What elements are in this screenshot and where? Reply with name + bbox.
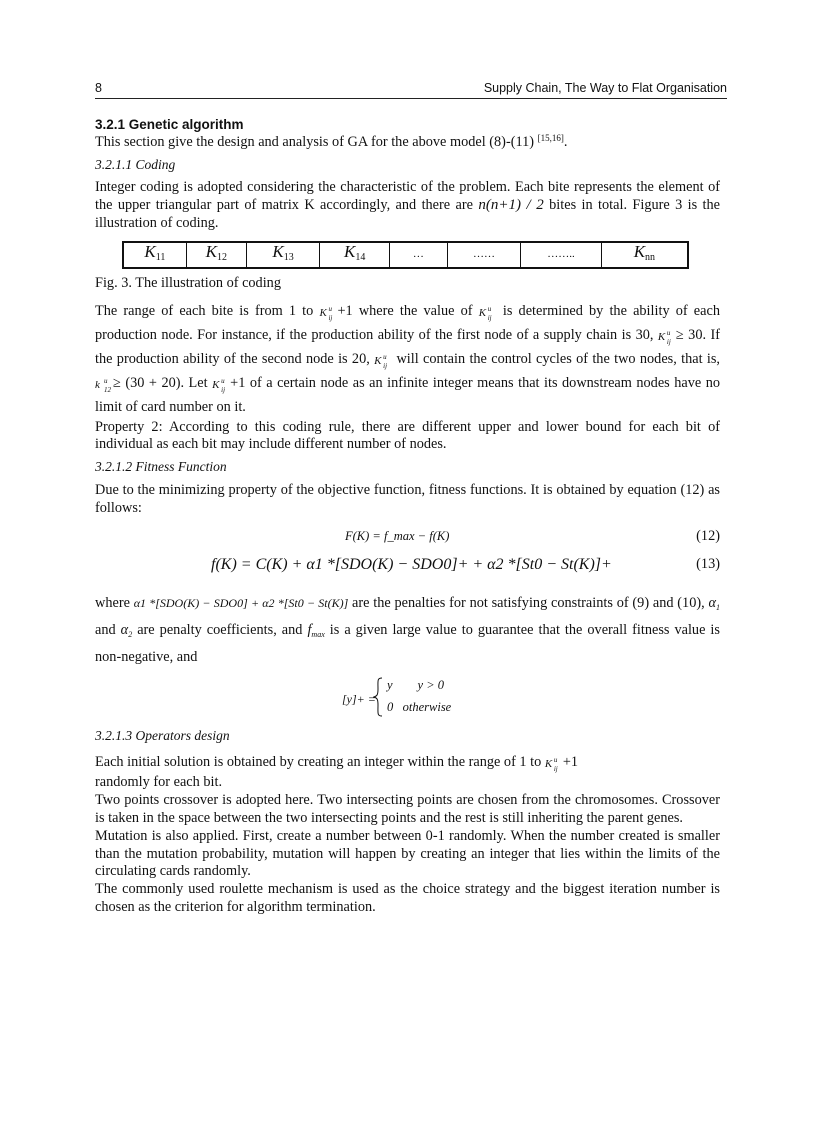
bits-formula: n(n+1) / 2 (478, 197, 544, 214)
penalty-paragraph: where α1 *[SDO(K) − SDO0] + α2 *[St0 − St(K)] are the penalties for not satisfying constraints of (9) and (10), $\alpha_1$ and $\alpha_2$ are penalty coefficients, and $f_{max}$ is a given large value to guarantee that the overall fitness value is non-negative, and (95, 594, 720, 665)
equation-12-number: (12) (696, 527, 720, 544)
k-ij-u-symbol: K u ij (657, 328, 671, 346)
coding-cell: $K_{13}$ (246, 242, 320, 268)
k-ij-u-symbol: K u ij (212, 376, 226, 394)
left-brace-icon (373, 677, 383, 717)
equation-13 (95, 552, 720, 588)
property-paragraph: Property 2: According to this coding rule, there are different upper and lower bound for each bit of individual as each bit may include different number of nodes. (95, 418, 720, 453)
k-ij-u-symbol: K u ij (544, 756, 558, 774)
page-body (95, 116, 720, 917)
page-number: 8 (95, 81, 102, 95)
equation-12 (95, 524, 720, 552)
coding-cell: … (389, 242, 447, 268)
coding-cell: …… (447, 242, 521, 268)
mutation-paragraph: Mutation is also applied. First, create a number between 0-1 randomly. When the number created is smaller than the mutation probability, mutation will happen by creating an integer that lies within the limits of the circulating cards randomly. (95, 827, 720, 880)
f-max-symbol: $f_{max}$ (307, 621, 325, 639)
crossover-paragraph: Two points crossover is adopted here. Two intersecting points are chosen from the chromosomes. Crossover is taken in the space between the two intersecting points and the rest is still inheriting the parent genes. (95, 792, 720, 826)
coding-illustration-table (122, 241, 689, 269)
equation-13-number: (13) (696, 555, 720, 572)
alpha-1-symbol: $\alpha_1$ (708, 594, 720, 612)
selection-paragraph: The commonly used roulette mechanism is used as the choice strategy and the biggest iteration number is chosen as the criterion for algorithm termination. (95, 881, 720, 915)
piecewise-definition: [y]+ = y y > 0 0 otherwise (95, 677, 720, 721)
initial-solution-end: randomly for each bit. (95, 774, 223, 791)
operators-heading: 3.2.1.3 Operators design (95, 727, 230, 743)
running-title: Supply Chain, The Way to Flat Organisation (483, 81, 727, 95)
coding-cell: $K_{11}$ (123, 242, 186, 268)
coding-heading: 3.2.1.1 Coding (95, 156, 176, 172)
coding-cell: $K_{nn}$ (601, 242, 688, 268)
equation-12-formula: F(K) = f_max − f(K) (345, 528, 450, 543)
section-intro: This section give the design and analysis of GA for the above model (8)-(11) [15,16]. (95, 132, 568, 150)
coding-paragraph: Integer coding is adopted considering the characteristic of the problem. Each bite represents the element of the upper triangular part of matrix K accordingly, and there are n(n+1) / 2 bites in total. Figure 3 is the illustration of coding. (95, 179, 721, 231)
coding-cell: …….. (521, 242, 602, 268)
equation-13-formula: f(K) = C(K) + α1 *[SDO(K) − SDO0]+ + α2 *[St0 − St(K)]+ (211, 555, 612, 573)
alpha-2-symbol: $\alpha_2$ (120, 621, 133, 639)
coding-cell: $K_{14}$ (320, 242, 390, 268)
k-ij-u-symbol: K u ij (478, 304, 492, 322)
figure-caption: Fig. 3. The illustration of coding (95, 274, 281, 291)
fitness-paragraph: Due to the minimizing property of the objective function, fitness functions. It is obtained by equation (12) as follows: (95, 481, 720, 516)
section-heading: 3.2.1 Genetic algorithm (95, 117, 244, 132)
k-12-u-symbol: k u 12 (95, 376, 111, 394)
coding-cell: $K_{12}$ (186, 242, 246, 268)
k-ij-u-symbol: K u ij (374, 352, 388, 370)
citation-ref: [15,16] (537, 132, 564, 143)
k-ij-u-symbol: K u ij (319, 304, 333, 322)
fitness-heading: 3.2.1.2 Fitness Function (95, 459, 227, 475)
range-paragraph: The range of each bite is from 1 to K u ij +1 where the value of K u ij is determined by the ability of each production node. For instance, if the production ability of the first node of a supply chain is 30, K u ij ≥ 30. If the production ability of the second node is 20, K u ij will contain the control cycles of the two nodes, that is, k u 12 ≥ (30 + 20). Let K u ij +1 of a certain node as an infinite integer means that its downstream nodes have no limit of card number on it. (95, 302, 721, 415)
penalty-formula: α1 *[SDO(K) − SDO0] + α2 *[St0 − St(K)] (133, 595, 349, 610)
running-header (95, 80, 727, 99)
initial-solution-paragraph: Each initial solution is obtained by creating an integer within the range of 1 to K u ij +1 (95, 754, 579, 774)
